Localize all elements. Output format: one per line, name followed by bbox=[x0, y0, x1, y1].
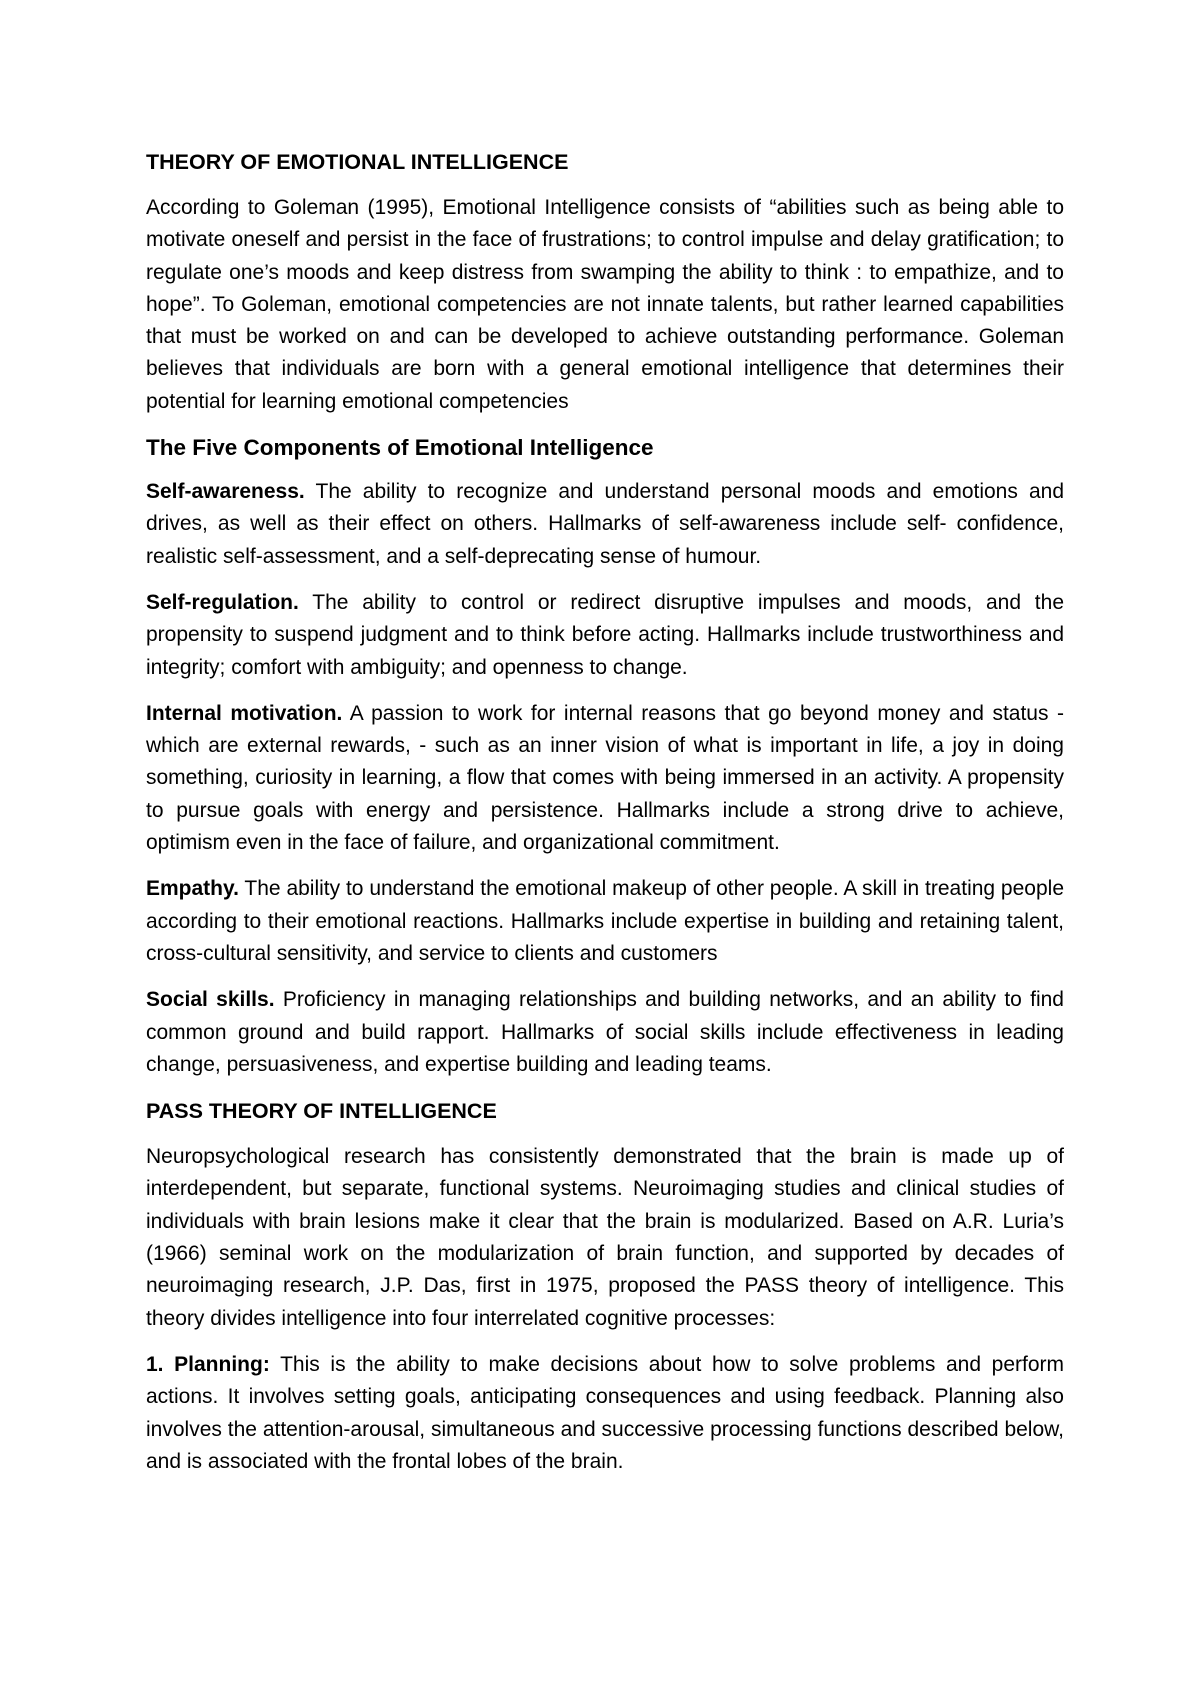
component-text: The ability to understand the emotional makeup of other people. A skill in treating people according to their emotional reactions. Hallmarks include expertise in building and retaining talent, cross-cultural sensitivity, and service to clients and customers bbox=[146, 877, 1064, 965]
component-term: Social skills. bbox=[146, 988, 275, 1012]
page-title: THEORY OF EMOTIONAL INTELLIGENCE bbox=[146, 150, 569, 174]
component-internal-motivation bbox=[146, 698, 1064, 859]
document-body bbox=[146, 146, 1064, 1492]
component-text: A passion to work for internal reasons that go beyond money and status -which are external rewards, - such as an inner vision of what is important in life, a joy in doing something, curiosity in learning, a flow that comes with being immersed in an activity. A propensity to pursue goals with energy and persistence. Hallmarks include a strong drive to achieve, optimism even in the face of failure, and organizational commitment. bbox=[146, 701, 1064, 855]
pass-item-term: 1. Planning: bbox=[146, 1352, 270, 1376]
pass-intro-paragraph: Neuropsychological research has consistently demonstrated that the brain is made up of interdependent, but separate, functional systems. Neuroimaging studies and clinical studies of individuals with brain lesions make it clear that the brain is modularized. Based on A.R. Luria’s (1966) seminal work on the modularization of brain function, and supported by decades of neuroimaging research, J.P. Das, first in 1975, proposed the PASS theory of intelligence. This theory divides intelligence into four interrelated cognitive processes: bbox=[146, 1145, 1064, 1330]
component-term: Empathy. bbox=[146, 877, 239, 901]
component-text: The ability to control or redirect disruptive impulses and moods, and the propensity to suspend judgment and to think before acting. Hallmarks include trustworthiness and integrity; comfort with ambiguity; and openness to change. bbox=[146, 590, 1064, 679]
component-term: Self-awareness. bbox=[146, 480, 305, 504]
component-social-skills bbox=[146, 984, 1064, 1081]
component-term: Internal motivation. bbox=[146, 701, 343, 725]
pass-item-planning bbox=[146, 1349, 1064, 1478]
component-empathy bbox=[146, 873, 1064, 970]
component-text: The ability to recognize and understand personal moods and emotions and drives, as well as their effect on others. Hallmarks of self-awareness include self- confidence, realistic self-assessment, and a self-deprecating sense of humour. bbox=[146, 480, 1064, 568]
pass-heading: PASS THEORY OF INTELLIGENCE bbox=[146, 1099, 497, 1124]
pass-item-text: This is the ability to make decisions about how to solve problems and perform actions. It involves setting goals, anticipating consequences and using feedback. Planning also involves the attention-arousal, simultaneous and successive processing functions described below, and is associated with the frontal lobes of the brain. bbox=[146, 1352, 1064, 1473]
component-self-regulation bbox=[146, 587, 1064, 684]
components-heading: The Five Components of Emotional Intelligence bbox=[146, 435, 654, 461]
component-term: Self-regulation. bbox=[146, 590, 299, 614]
component-self-awareness bbox=[146, 476, 1064, 573]
intro-paragraph: According to Goleman (1995), Emotional Intelligence consists of “abilities such as being able to motivate oneself and persist in the face of frustrations; to control impulse and delay gratification; to regulate one’s moods and keep distress from swamping the ability to think : to empathize, and to hope”. To Goleman, emotional competencies are not innate talents, but rather learned capabilities that must be worked on and can be developed to achieve outstanding performance. Goleman believes that individuals are born with a general emotional intelligence that determines their potential for learning emotional competencies bbox=[146, 196, 1064, 413]
component-text: Proficiency in managing relationships and building networks, and an ability to find common ground and build rapport. Hallmarks of social skills include effectiveness in leading change, persuasiveness, and expertise building and leading teams. bbox=[146, 988, 1064, 1076]
